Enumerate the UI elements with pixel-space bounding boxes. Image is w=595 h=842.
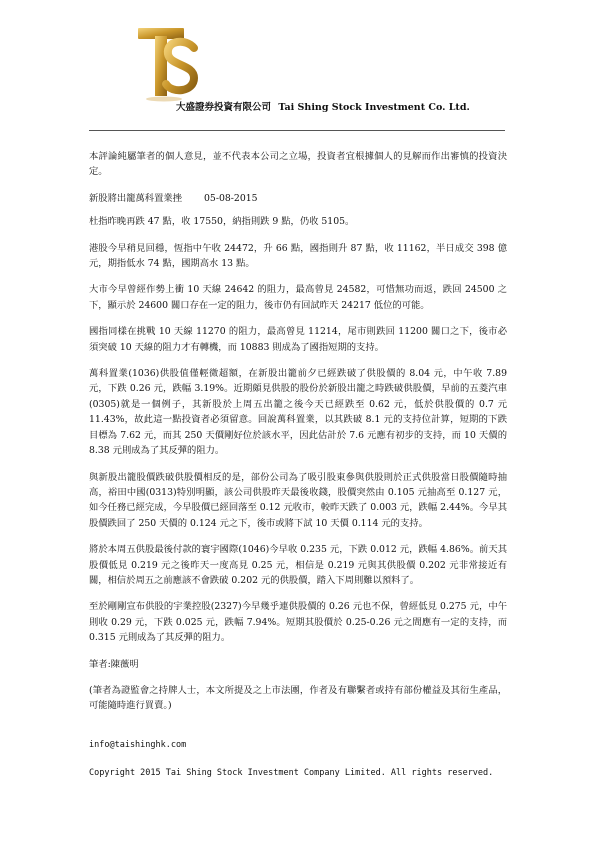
contact-email[interactable]: info@taishinghk.com <box>89 740 187 750</box>
paragraph: 港股今早稍見回穩，恆指中午收 24472，升 66 點，國指則升 87 點，收 11162，半日成交 398 億元，期指低水 74 點，國期高水 13 點。 <box>89 242 507 270</box>
company-name-zh: 大盛證券投資有限公司 <box>176 102 272 113</box>
article-title: 新股將出籠萬科置業挫 <box>89 192 182 204</box>
paragraph: 杜指昨晚再跌 47 點，收 17550，納指則跌 9 點，仍收 5105。 <box>89 216 355 228</box>
header-divider <box>89 130 505 131</box>
paragraph: 與新股出籠股價跌破供股價相反的是，部份公司為了吸引股東參與供股則於正式供股當日股價隨時抽高，裕田中國(0313)特別明顯，該公司供股昨天最後收錢，股價突然由 0.105 元抽高至 0.127 元，如今任務已經完成，今早股價已經回落至 0.12 元收市，較昨天跌了 0.003 元，跌幅 2.44%。今早其股價跌回了 250 天價的 0.124 元之下，後市或將下試 10 天價 0.114 元的支持。 <box>89 471 507 529</box>
closing-note: (筆者為證監會之持牌人士，本文所提及之上市法團，作者及有聯繫者或持有部份權益及其衍生產品，可能隨時進行買賣。) <box>89 684 507 712</box>
author-line: 筆者:陳薇明 <box>89 658 139 670</box>
company-name-en: Tai Shing Stock Investment Co. Ltd. <box>278 102 470 113</box>
paragraph: 將於本周五供股最後付款的寰宇國際(1046)今早收 0.235 元，下跌 0.012 元，跌幅 4.86%。前天其股價低見 0.219 元之後昨天一度高見 0.25 元，相信是 0.219 元與其供股價 0.202 元非常接近有關，相信於周五之前應該不會跌破 0.202 元的供股價，踏入下周則難以預料了。 <box>89 544 507 586</box>
article-title-line <box>89 191 507 206</box>
paragraph: 萬科置業(1036)供股值僅輕微超額，在新股出籠前夕已經跌破了供股價的 8.04 元，中午收 7.89 元，下跌 0.26 元，跌幅 3.19%。近期頗見供股的股份於新股出籠之時跌破供股價，早前的五菱汽車(0305)就是一個例子，其新股於上周五出籠之後今天已經跌至 0.62 元，低於供股價的 0.7 元 11.43%，故此這一點投資者必須留意。回說萬科置業，以其跌破 8.1 元的支持位計算，短期的下跌目標為 7.62 元，而其 250 天價剛好位於該水平，因此估計於 7.6 元應有初步的支持，而 10 天價的 8.38 元則成為了其反彈的阻力。 <box>89 368 507 457</box>
disclaimer: 本評論純屬筆者的個人意見，並不代表本公司之立場，投資者宜根據個人的見解而作出審慎的投資決定。 <box>89 151 507 178</box>
paragraph: 至於剛剛宣布供股的宇業控股(2327)今早幾乎連供股價的 0.26 元也不保，曾經低見 0.275 元，中午則收 0.29 元，下跌 0.025 元，跌幅 7.94%。短期其股價於 0.25-0.26 元之間應有一定的支持，而 0.315 元則成為了其反彈的阻力。 <box>89 601 507 644</box>
copyright-notice: Copyright 2015 Tai Shing Stock Investment Company Limited. All rights reserved. <box>89 768 494 778</box>
article-date: 05-08-2015 <box>203 192 258 204</box>
ts-gold-logo-icon <box>136 24 200 102</box>
company-name <box>176 99 470 113</box>
paragraph: 國指同樣在挑戰 10 天線 11270 的阻力，最高曾見 11214，尾市則跌回 11200 關口之下，後市必須突破 10 天線的阻力才有轉機，而 10883 則成為了國指短期的支持。 <box>89 326 507 353</box>
article-body <box>89 149 507 726</box>
paragraph: 大市今早曾經作勢上衝 10 天線 24642 的阻力，最高曾見 24582，可惜無功而返，跌回 24500 之下，顯示於 24600 關口存在一定的阻力，後市仍有回試昨天 24217 低位的可能。 <box>89 284 507 311</box>
